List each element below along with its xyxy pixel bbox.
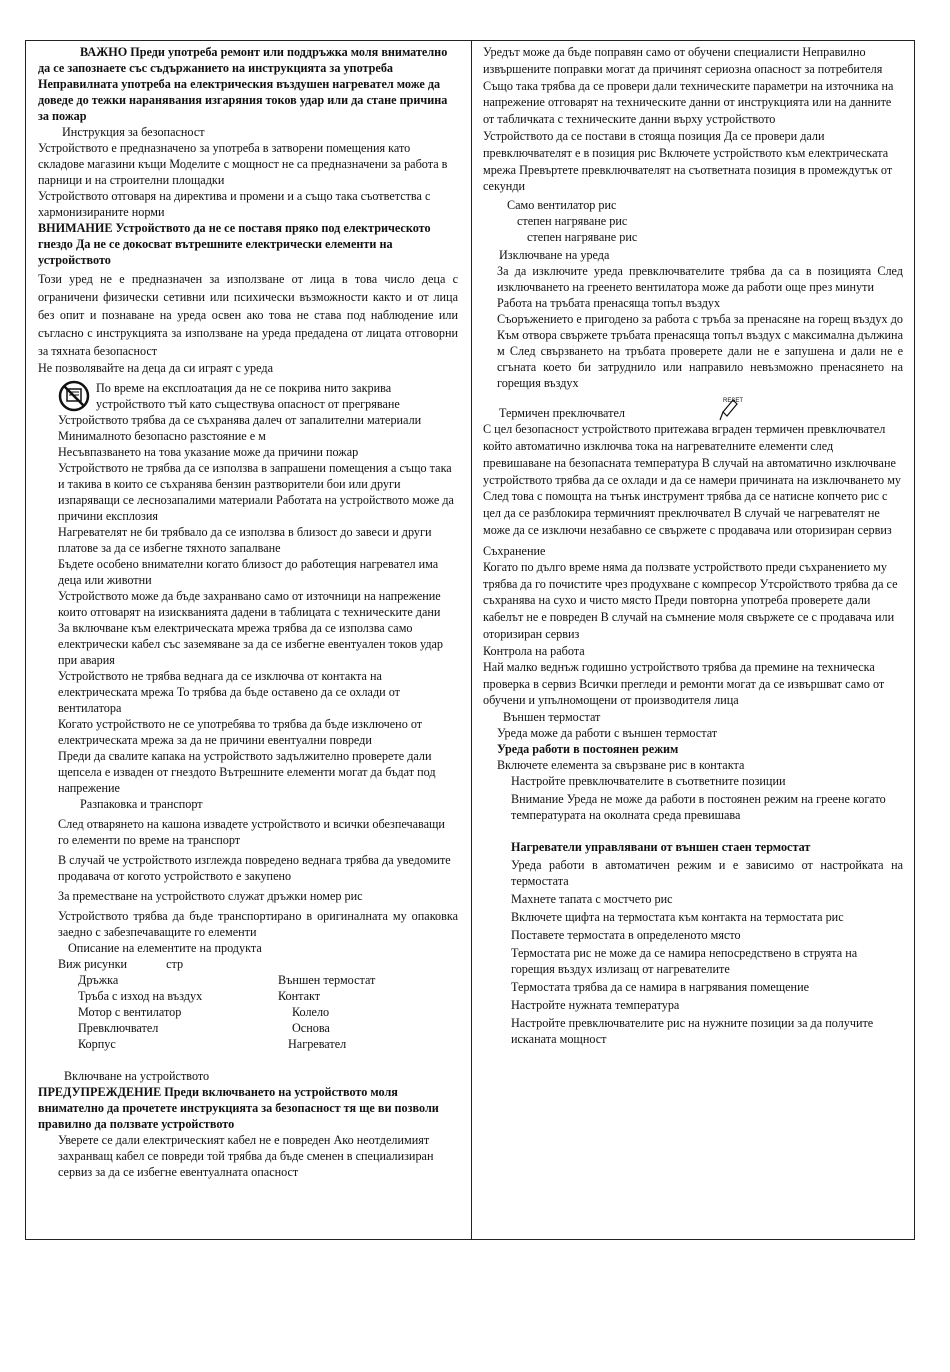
safety-title: Инструкция за безопасност — [62, 125, 205, 139]
warning-text: Устройството не трябва да се използва в запрашени помещения а също така и такива в които се съхранява бензин разтворители бои или други изпаряващи се леснозапалими материали Работата на устройството може да причини експлозия — [58, 461, 454, 523]
part-item: Основа — [292, 1021, 330, 1035]
paragraph: Уреда работи в автоматичен режим и е зависимо от настройката на термостата — [511, 858, 903, 889]
column-divider — [471, 40, 472, 1240]
see-figures-label: Виж рисунки — [58, 957, 128, 971]
part-item: Корпус — [78, 1037, 116, 1051]
reset-label: RESET — [723, 398, 744, 405]
warning-text: Несъвпазването на това указание може да причини пожар — [58, 445, 359, 459]
paragraph: Включете елемента за свързване рис в контакта — [497, 758, 745, 773]
paragraph: С цел безопасност устройството притежава вграден термичен превключвател който автоматично изключва тока на нагревателните елементи след превишаване на безопасната температура В случай на автоматично изключване устройството трябва да се охлади и да се намери причината на изключването му След това с помощта на тънък инструмент трябва да се натисне копчето рис с цел да се разблокира термичният преключвател В случай че нагревателят не може да се изключи незабавно се свържете с продавача или оторизиран сервиз — [483, 422, 902, 537]
paragraph: Този уред не е предназначен за използване от лица в това число деца с ограничени физически сетивни или психически възможности както и от лица без опит и познаване на уреда освен ако това не става под наблюдение или съгласно с инструкцията за използване на уреда предадена от лицата отговорни за тяхната безопасност — [38, 272, 458, 358]
warning-text: По време на експлоатация да не се покрива нито закрива устройството тъй като съществува опасност от прегряване — [96, 381, 400, 411]
no-cover-warning — [38, 380, 458, 412]
paragraph: Устройството трябва да бъде транспортирано в оригиналната му опаковка заедно с забезпечаващите го елементи — [58, 909, 458, 939]
paragraph: Термостата трябва да се намира в нагрявания помещение — [511, 980, 810, 995]
part-item: Външен термостат — [278, 973, 376, 987]
paragraph: Махнете тапата с мостчето рис — [511, 892, 673, 907]
paragraph: Не позволявайте на деца да си играят с уреда — [38, 361, 273, 375]
mode-item: Само вентилатор рис — [507, 198, 617, 213]
warning-text: Преди да свалите капака на устройството задължително проверете дали щепсела е изваден от гнездото Вътрешните елементи могат да бъдат под напрежение — [58, 749, 436, 795]
paragraph: Настройте превключвателите в съответните позиции — [511, 774, 786, 789]
important-notice: ВАЖНО Преди употреба ремонт или поддръжка моля внимателно да се запознаете със съдържанието на инструкцията за употреба Неправилната употреба на електрическия въздушен нагревател може да доведе до тежки наранявания изгаряния токов удар или да стане причина за пожар — [38, 45, 448, 123]
ext-thermostat-title: Външен термостат — [503, 710, 601, 725]
part-item: Превключвател — [78, 1021, 159, 1035]
part-item: Контакт — [278, 989, 321, 1003]
tube-title: Работа на тръбата пренасяща топъл въздух — [497, 296, 721, 311]
paragraph: Съоръжението е пригодено за работа с тръба за пренасяне на горещ въздух до Към отвора свържете тръбата пренасяща топъл въздух с максимална дължина м След свързването на тръбата проверете дали не е запушена и дали не е сгъната което би затруднило или направило невъзможно пренасянето на горещия въздух — [497, 312, 903, 391]
constant-mode-title: Уреда работи в постоянен режим — [497, 742, 679, 757]
description-title: Описание на елементите на продукта — [68, 941, 262, 955]
mode-item: степен нагряване рис — [517, 214, 628, 229]
left-column — [38, 44, 458, 1180]
parts-list — [78, 972, 458, 1052]
paragraph: Внимание Уреда не може да работи в постоянен режим на греене когато температурата на околната среда превишава — [511, 792, 886, 823]
paragraph: Термостата рис не може да се намира непосредствено в струята на горещия въздух излизащ от нагревателите — [511, 946, 858, 977]
switch-on-title: Включване на устройството — [64, 1069, 210, 1083]
part-item: Колело — [292, 1005, 330, 1019]
see-figures-page: стр — [166, 957, 184, 971]
part-item: Дръжка — [78, 973, 119, 987]
warning-text: Бъдете особено внимателни когато близост до работещия нагревател има деца или животни — [58, 557, 439, 587]
paragraph: Уверете се дали електрическият кабел не е повреден Ако неотделимият захранващ кабел се повреди той трябва да бъде сменен в специализиран сервиз за да се избегне евентуалната опасност — [58, 1133, 434, 1179]
warning-text: Устройството не трябва веднага да се изключва от контакта на електрическата мрежа То трябва да бъде оставено да се охлади от вентилатора — [58, 669, 400, 715]
paragraph: След отварянето на кашона извадете устройството и всички обезпечаващи го елементи по време на транспорт — [58, 817, 445, 847]
thermal-switch-header — [483, 391, 903, 421]
heaters-title: Нагреватели управлявани от външен стаен термостат — [511, 840, 811, 855]
paragraph: Когато по дълго време няма да ползвате устройството преди съхранението му трябва да го почистите чрез продухване с компресор Утсройството трябва да се съхранява на сухо и чисто място Преди повторна употреба проверете дали кабелът не е повреден В случай на съмнение моля свържете се с продавача или оторизиран сервиз — [483, 559, 898, 641]
paragraph: Устройството е предназначено за употреба в затворени помещения като складове магазини къщи Моделите с мощност не са предназначени за работа в парници и на строителни площадки — [38, 141, 448, 187]
attention-notice: ВНИМАНИЕ Устройството да не се поставя пряко под електрическото гнездо Да не се докосват вътрешните електрически елементи на устройството — [38, 221, 431, 267]
part-item: Нагревател — [288, 1037, 347, 1051]
right-column — [483, 44, 903, 1047]
paragraph: За да изключите уреда превключвателите трябва да са в позицията След изключването на греенето вентилатора може да работи още през минути — [497, 264, 903, 295]
mode-item: степен нагряване рис — [527, 230, 638, 245]
control-title: Контрола на работа — [483, 643, 585, 658]
see-figures — [58, 956, 458, 972]
part-item: Тръба с изход на въздух — [78, 989, 203, 1003]
warning-text: Устройството трябва да се съхранява далеч от запалителни материали Минималното безопасно разстояние е м — [58, 413, 422, 443]
thermal-title: Термичен преключвател — [499, 406, 625, 421]
paragraph: Включете щифта на термостата към контакта на термостата рис — [511, 910, 844, 925]
paragraph: Устройството да се постави в стояща позиция Да се провери дали превключвателят е в позиция рис Включете устройството към електрическата мрежа Превъртете превключвателят на съответната позиция в промеждутък от секунди — [483, 128, 893, 194]
off-title: Изключване на уреда — [499, 248, 610, 263]
paragraph: Устройството отговаря на директива и промени и а също така съответства с хармонизираните норми — [38, 189, 431, 219]
caution-notice: ПРЕДУПРЕЖДЕНИЕ Преди включването на устройството моля внимателно да прочетете инструкцията за безопасност тя ще ви позволи правилно да ползвате устройството — [38, 1085, 439, 1131]
warning-text: Когато устройството не се употребява то трябва да бъде изключено от електрическата мрежа за да не причини евентуални повреди — [58, 717, 423, 747]
paragraph: Настройте превключвателите рис на нужните позиции за да получите исканата мощност — [511, 1016, 874, 1047]
paragraph: Уреда може да работи с външен термостат — [497, 726, 718, 741]
warning-text: Устройството може да бъде захранвано само от източници на напрежение които отговарят на изискванията дадени в таблицата с техническите дани — [58, 589, 441, 619]
paragraph: Настройте нужната температура — [511, 998, 680, 1013]
paragraph: Поставете термостата в определеното място — [511, 928, 741, 943]
unpack-title: Разпаковка и транспорт — [80, 797, 203, 811]
part-item: Мотор с вентилатор — [78, 1005, 182, 1019]
paragraph: В случай че устройството изглежда повредено веднага трябва да уведомите продавача от когото устройството е закупено — [58, 853, 451, 883]
storage-title: Съхранение — [483, 543, 546, 558]
warning-text: Нагревателят не би трябвало да се използва в близост до завеси и други платове за да се избегне тяхното запалване — [58, 525, 432, 555]
warning-text: За включване към електрическата мрежа трябва да се използва само електрически кабел със заземяване за да се избегне евентуален токов удар при авария — [58, 621, 444, 667]
paragraph: Най малко веднъж годишно устройството трябва да премине на техническа проверка в сервиз Всички прегледи и ремонти могат да се извършват само от обучени и упълномощени от производителя лица — [483, 659, 885, 708]
paragraph: Уредът може да бъде поправян само от обучени специалисти Неправилно извършените поправки могат да причинят сериозна опасност за потребителя Също така трябва да се провери дали техническите параметри на източника на напрежение отговарят на техническите данни от инструкцията или на данните от табличката с техническите данни върху устройството — [483, 45, 894, 127]
paragraph: За преместване на устройството служат дръжки номер рис — [58, 889, 363, 903]
reset-tool-icon — [719, 399, 739, 425]
do-not-cover-icon — [58, 380, 90, 412]
